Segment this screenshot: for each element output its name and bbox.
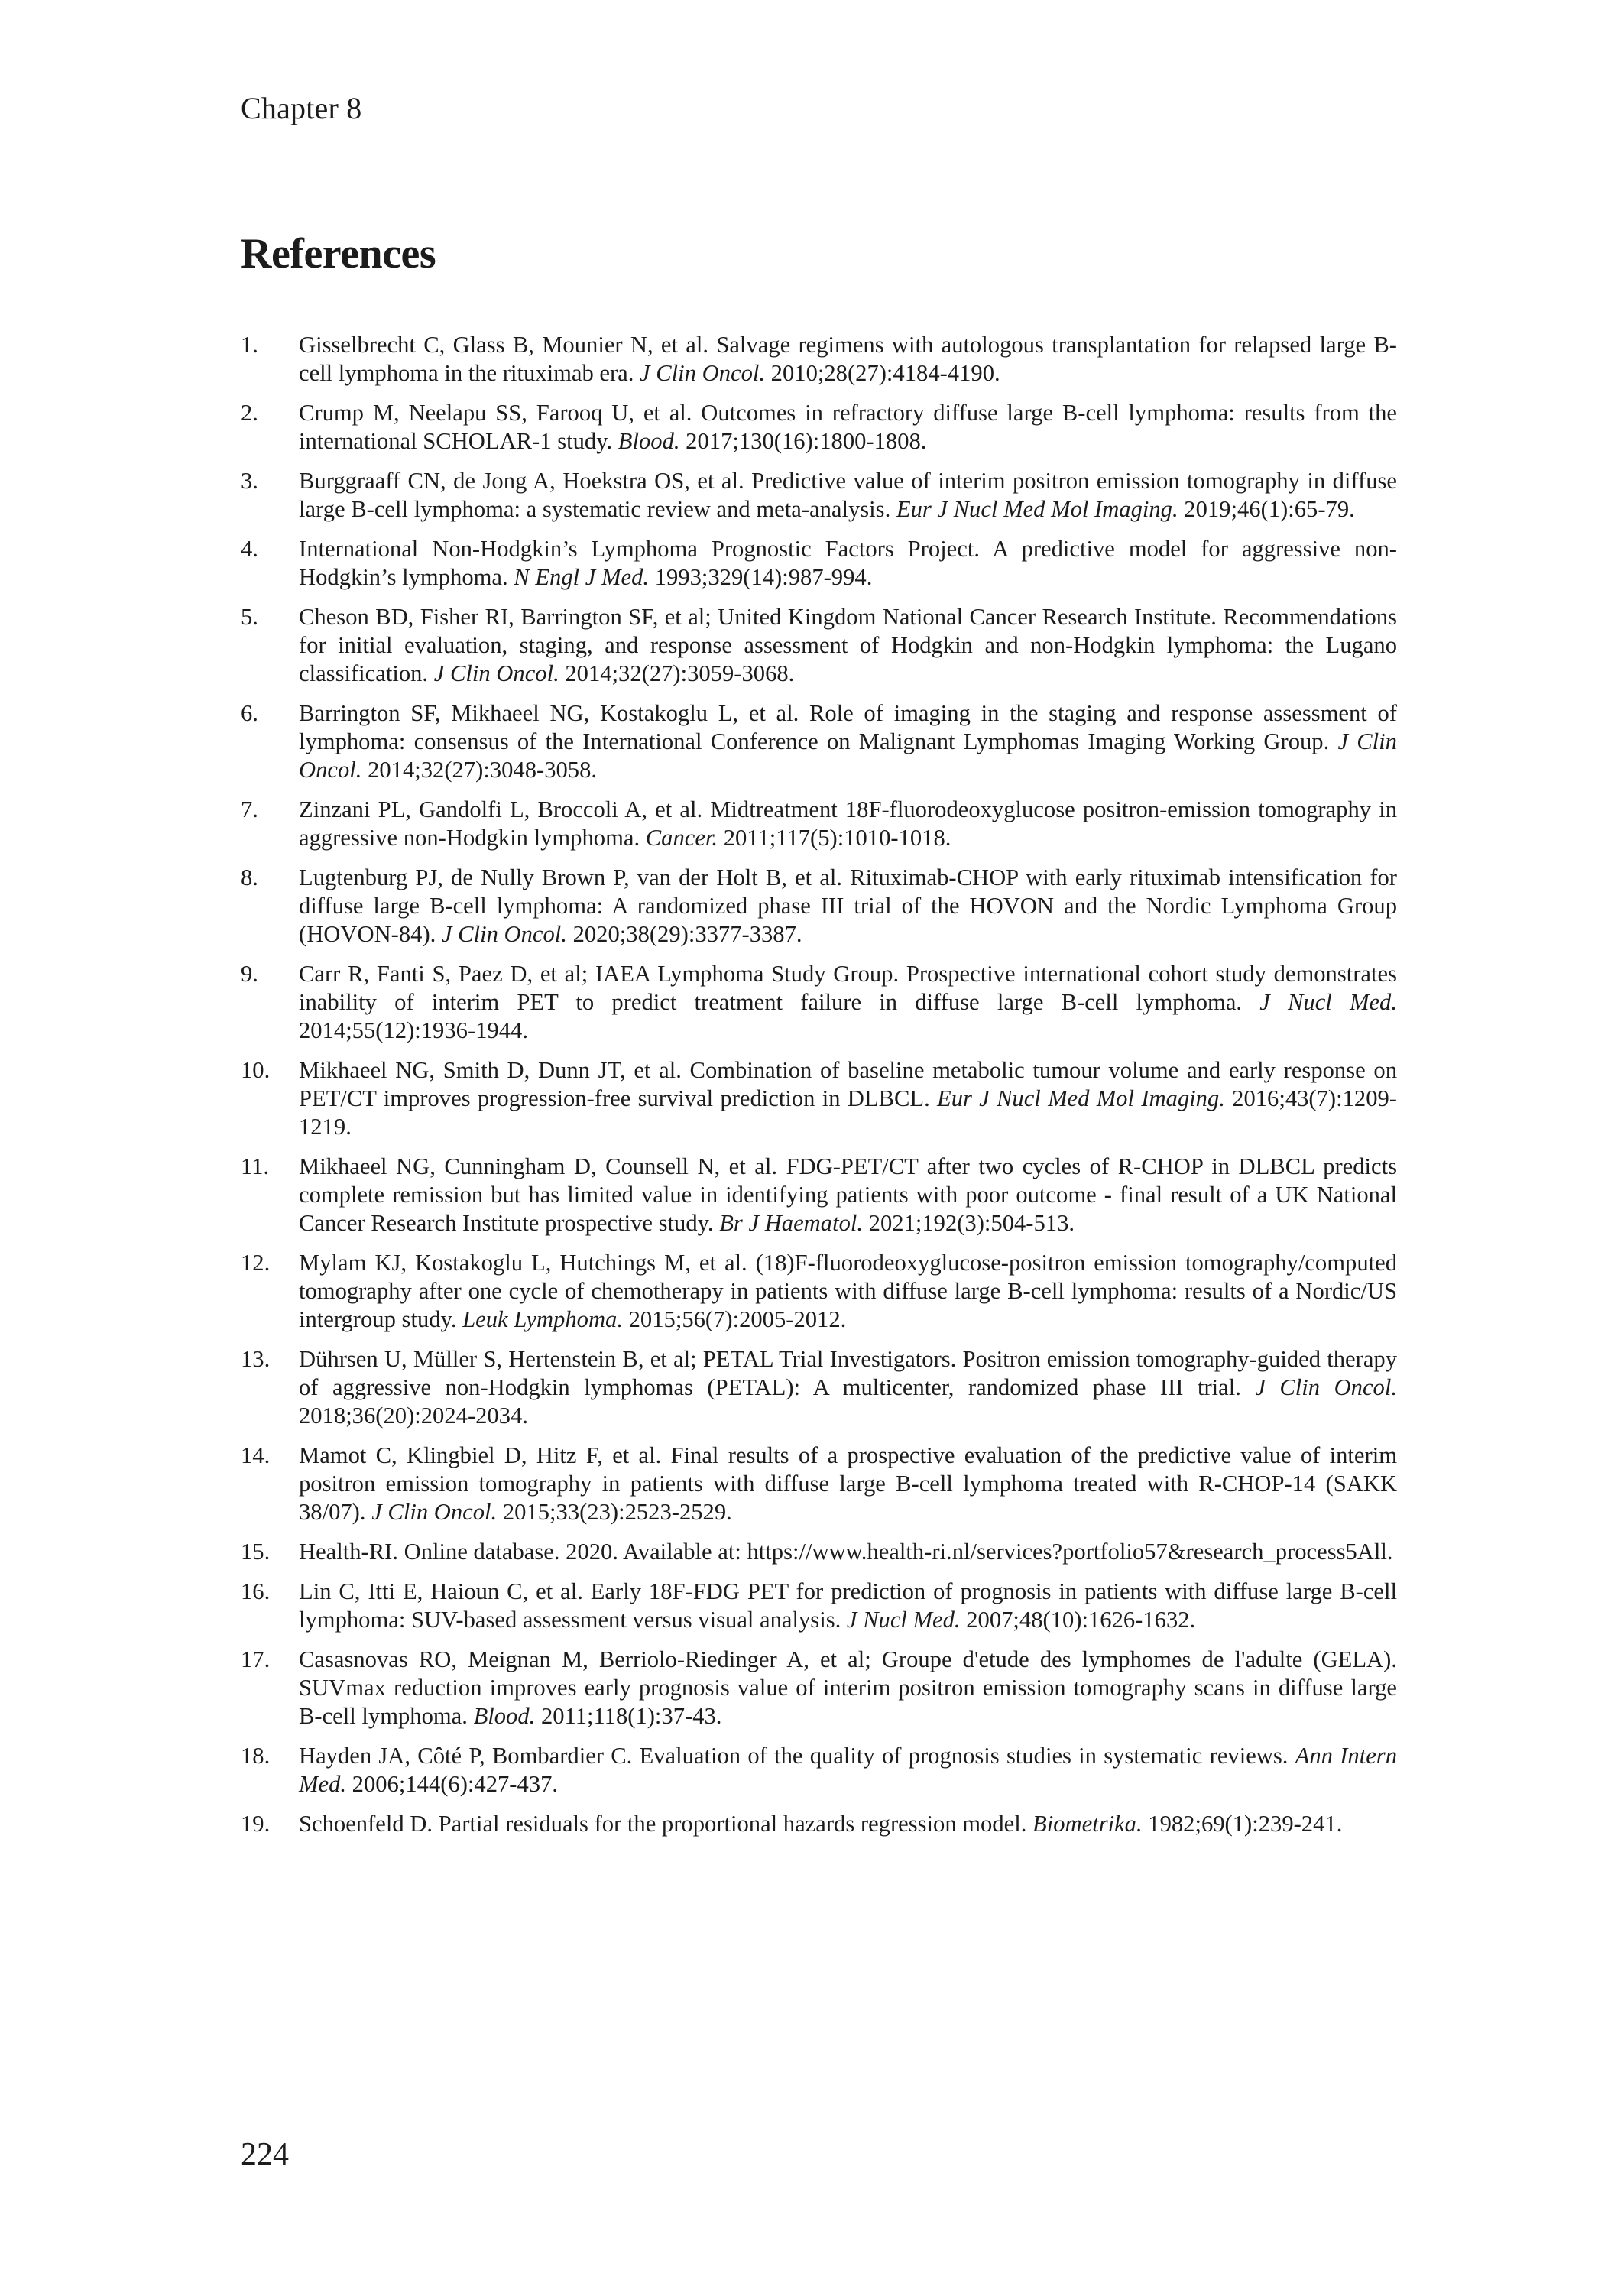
chapter-header: Chapter 8	[241, 91, 362, 125]
reference-text: International Non-Hodgkin’s Lymphoma Prognostic Factors Project. A predictive model for aggressive non-Hodgkin’s lymphoma. N Engl J Med. 1993;329(14):987-994.	[299, 536, 1397, 590]
reference-item	[241, 1742, 1397, 1798]
journal-name: Ann Intern Med.	[299, 1743, 1397, 1797]
reference-item	[241, 1249, 1397, 1334]
reference-number: 4.	[241, 536, 258, 562]
reference-item	[241, 1578, 1397, 1634]
journal-name: N Engl J Med.	[514, 564, 650, 590]
journal-name: Cancer.	[645, 825, 718, 851]
reference-number: 9.	[241, 961, 258, 987]
reference-number: 14.	[241, 1442, 271, 1468]
journal-name: Blood.	[473, 1703, 536, 1729]
journal-name: Blood.	[618, 428, 680, 454]
reference-number: 8.	[241, 864, 258, 890]
reference-item	[241, 1345, 1397, 1430]
journal-name: J Nucl Med.	[1259, 989, 1397, 1015]
reference-text: Casasnovas RO, Meignan M, Berriolo-Riedinger A, et al; Groupe d'etude des lymphomes de l'adulte (GELA). SUVmax reduction improves early prognosis value of interim positron emission tomography scans in diffuse large B-cell lymphoma. Blood. 2011;118(1):37-43.	[299, 1646, 1397, 1729]
journal-name: Eur J Nucl Med Mol Imaging.	[937, 1085, 1225, 1111]
reference-number: 5.	[241, 604, 258, 630]
reference-item	[241, 796, 1397, 852]
reference-number: 2.	[241, 400, 258, 426]
journal-name: J Clin Oncol.	[640, 360, 766, 386]
reference-item	[241, 1153, 1397, 1237]
reference-item	[241, 699, 1397, 784]
reference-number: 3.	[241, 468, 258, 494]
reference-number: 16.	[241, 1578, 271, 1604]
reference-item	[241, 603, 1397, 688]
reference-item	[241, 1810, 1397, 1838]
reference-list	[241, 331, 1397, 1850]
reference-text: Mylam KJ, Kostakoglu L, Hutchings M, et al. (18)F-fluorodeoxyglucose-positron emission tomography/computed tomography after one cycle of chemotherapy in patients with diffuse large B-cell lymphoma: results of a Nordic/US intergroup study. Leuk Lymphoma. 2015;56(7):2005-2012.	[299, 1250, 1397, 1332]
reference-text: Crump M, Neelapu SS, Farooq U, et al. Outcomes in refractory diffuse large B-cell lymphoma: results from the international SCHOLAR-1 study. Blood. 2017;130(16):1800-1808.	[299, 400, 1397, 454]
journal-name: J Nucl Med.	[846, 1607, 961, 1633]
reference-item	[241, 467, 1397, 524]
journal-name: Br J Haematol.	[719, 1210, 864, 1236]
journal-name: J Clin Oncol.	[433, 660, 559, 686]
reference-text: Burggraaff CN, de Jong A, Hoekstra OS, et al. Predictive value of interim positron emission tomography in diffuse large B-cell lymphoma: a systematic review and meta-analysis. Eur J Nucl Med Mol Imaging. 2019;46(1):65-79.	[299, 468, 1397, 522]
journal-name: J Clin Oncol.	[299, 728, 1397, 783]
reference-number: 7.	[241, 796, 258, 822]
reference-item	[241, 535, 1397, 592]
reference-number: 11.	[241, 1153, 270, 1179]
reference-text: Carr R, Fanti S, Paez D, et al; IAEA Lymphoma Study Group. Prospective international cohort study demonstrates inability of interim PET to predict treatment failure in diffuse large B-cell lymphoma. J Nucl Med. 2014;55(12):1936-1944.	[299, 961, 1397, 1043]
reference-text: Lugtenburg PJ, de Nully Brown P, van der Holt B, et al. Rituximab-CHOP with early rituximab intensification for diffuse large B-cell lymphoma: A randomized phase III trial of the HOVON and the Nordic Lymphoma Group (HOVON-84). J Clin Oncol. 2020;38(29):3377-3387.	[299, 864, 1397, 947]
reference-text: Schoenfeld D. Partial residuals for the proportional hazards regression model. Biometrika. 1982;69(1):239-241.	[299, 1811, 1343, 1837]
reference-number: 19.	[241, 1811, 271, 1837]
reference-item	[241, 1538, 1397, 1566]
reference-text: Barrington SF, Mikhaeel NG, Kostakoglu L, et al. Role of imaging in the staging and response assessment of lymphoma: consensus of the International Conference on Malignant Lymphomas Imaging Working Group. J Clin Oncol. 2014;32(27):3048-3058.	[299, 700, 1397, 783]
journal-name: J Clin Oncol.	[441, 921, 567, 947]
journal-name: J Clin Oncol.	[1255, 1374, 1397, 1400]
reference-text: Hayden JA, Côté P, Bombardier C. Evaluation of the quality of prognosis studies in systematic reviews. Ann Intern Med. 2006;144(6):427-437.	[299, 1743, 1397, 1797]
reference-item	[241, 960, 1397, 1045]
reference-text: Mikhaeel NG, Smith D, Dunn JT, et al. Combination of baseline metabolic tumour volume and early response on PET/CT improves progression-free survival prediction in DLBCL. Eur J Nucl Med Mol Imaging. 2016;43(7):1209-1219.	[299, 1057, 1397, 1140]
reference-number: 12.	[241, 1250, 271, 1276]
journal-name: Biometrika.	[1032, 1811, 1143, 1837]
reference-item	[241, 331, 1397, 388]
reference-text: Cheson BD, Fisher RI, Barrington SF, et al; United Kingdom National Cancer Research Institute. Recommendations for initial evaluation, staging, and response assessment of Hodgkin and non-Hodgkin lymphoma: the Lugano classification. J Clin Oncol. 2014;32(27):3059-3068.	[299, 604, 1397, 686]
reference-text: Mamot C, Klingbiel D, Hitz F, et al. Final results of a prospective evaluation of the predictive value of interim positron emission tomography in patients with diffuse large B-cell lymphoma treated with R-CHOP-14 (SAKK 38/07). J Clin Oncol. 2015;33(23):2523-2529.	[299, 1442, 1397, 1525]
journal-name: Eur J Nucl Med Mol Imaging.	[896, 496, 1178, 522]
reference-number: 15.	[241, 1539, 271, 1565]
reference-text: Health-RI. Online database. 2020. Available at: https://www.health-ri.nl/services?portfolio57&research_process5All.	[299, 1539, 1393, 1565]
reference-text: Lin C, Itti E, Haioun C, et al. Early 18F-FDG PET for prediction of prognosis in patients with diffuse large B-cell lymphoma: SUV-based assessment versus visual analysis. J Nucl Med. 2007;48(10):1626-1632.	[299, 1578, 1397, 1633]
reference-number: 1.	[241, 332, 258, 358]
journal-name: J Clin Oncol.	[371, 1499, 498, 1525]
page-title: References	[241, 230, 436, 277]
reference-number: 6.	[241, 700, 258, 726]
reference-item	[241, 399, 1397, 456]
reference-number: 17.	[241, 1646, 271, 1672]
page-number: 224	[241, 2137, 289, 2172]
reference-number: 10.	[241, 1057, 271, 1083]
journal-name: Leuk Lymphoma.	[462, 1306, 623, 1332]
reference-item	[241, 1442, 1397, 1526]
reference-text: Mikhaeel NG, Cunningham D, Counsell N, et al. FDG-PET/CT after two cycles of R-CHOP in DLBCL predicts complete remission but has limited value in identifying patients with poor outcome - final result of a UK National Cancer Research Institute prospective study. Br J Haematol. 2021;192(3):504-513.	[299, 1153, 1397, 1236]
reference-number: 13.	[241, 1346, 271, 1372]
reference-text: Zinzani PL, Gandolfi L, Broccoli A, et al. Midtreatment 18F-fluorodeoxyglucose positron-emission tomography in aggressive non-Hodgkin lymphoma. Cancer. 2011;117(5):1010-1018.	[299, 796, 1397, 851]
reference-text: Gisselbrecht C, Glass B, Mounier N, et al. Salvage regimens with autologous transplantation for relapsed large B-cell lymphoma in the rituximab era. J Clin Oncol. 2010;28(27):4184-4190.	[299, 332, 1397, 386]
reference-item	[241, 1646, 1397, 1730]
reference-number: 18.	[241, 1743, 271, 1769]
reference-text: Dührsen U, Müller S, Hertenstein B, et al; PETAL Trial Investigators. Positron emission tomography-guided therapy of aggressive non-Hodgkin lymphomas (PETAL): A multicenter, randomized phase III trial. J Clin Oncol. 2018;36(20):2024-2034.	[299, 1346, 1397, 1429]
reference-item	[241, 864, 1397, 949]
reference-item	[241, 1056, 1397, 1141]
